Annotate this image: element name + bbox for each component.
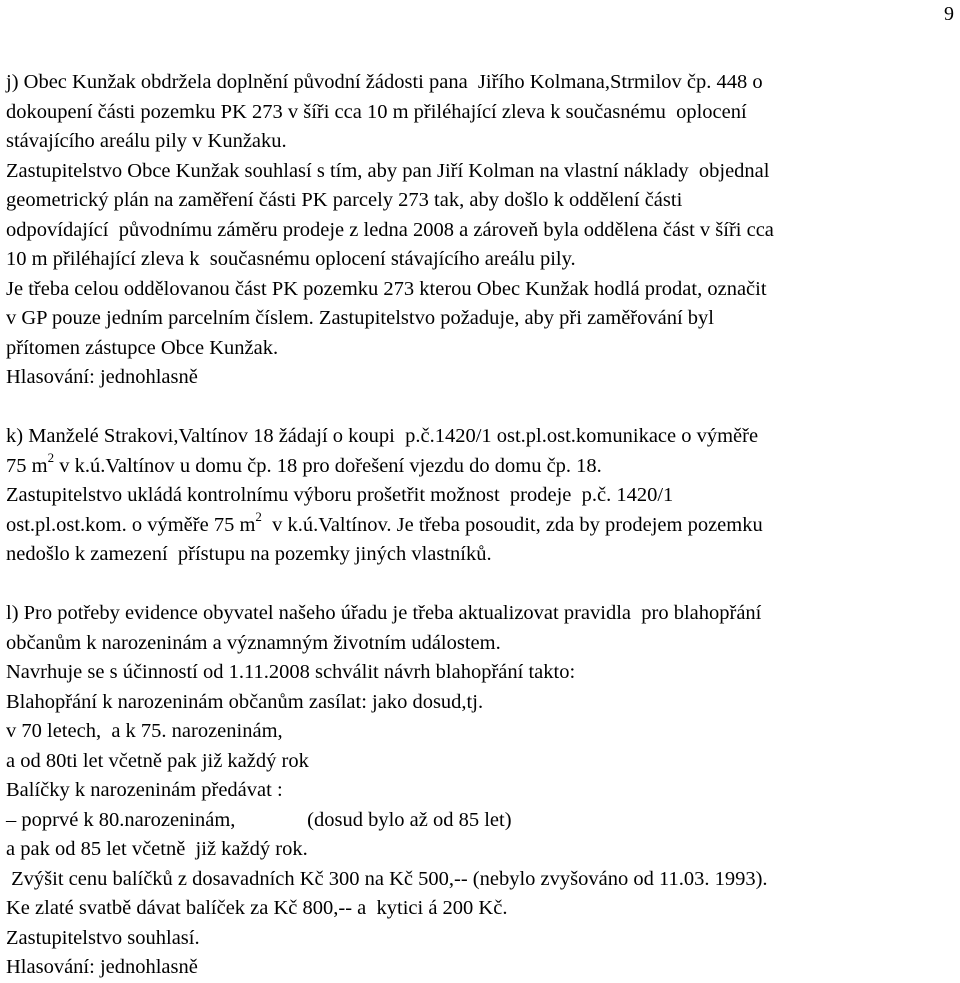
section-k-line xyxy=(6,449,956,482)
section-l-line: Navrhuje se s účinností od 1.11.2008 schválit návrh blahopřání takto: xyxy=(6,661,576,683)
section-j-line: dokoupení části pozemku PK 273 v šíři cca 10 m přiléhající zleva k současnému oplocení xyxy=(6,100,747,123)
section-l-line: l) Pro potřeby evidence obyvatel našeho úřadu je třeba aktualizovat pravidla pro blahopřání xyxy=(6,602,762,624)
section-j-line: stávajícího areálu pily v Kunžaku. xyxy=(6,130,287,152)
section-j-line: Zastupitelstvo Obce Kunžak souhlasí s tím, aby pan Jiří Kolman na vlastní náklady objednal xyxy=(6,159,770,182)
section-l-line: Balíčky k narozeninám předávat : xyxy=(6,779,283,801)
superscript: 2 xyxy=(47,449,55,465)
section-l-voting: Hlasování: jednohlasně xyxy=(6,956,198,978)
section-k-text: ost.pl.ost.kom. o výměře 75 m xyxy=(6,513,256,536)
section-l-line: v 70 letech, a k 75. narozeninám, xyxy=(6,720,283,742)
area-value: 75 m xyxy=(6,454,48,477)
section-j-line: j) Obec Kunžak obdržela doplnění původní žádosti pana Jiřího Kolmana,Strmilov čp. 448 o xyxy=(6,71,763,93)
section-j-line: přítomen zástupce Obce Kunžak. xyxy=(6,336,279,359)
section-l-line: občanům k narozeninám a významným životním událostem. xyxy=(6,631,501,654)
superscript: 2 xyxy=(255,508,262,524)
spacer xyxy=(6,570,956,600)
section-l xyxy=(6,599,956,983)
section-j-voting: Hlasování: jednohlasně xyxy=(6,366,198,388)
section-l-line: – poprvé k 80.narozeninám, (dosud bylo až od 85 let) xyxy=(6,808,512,831)
section-k-line: Zastupitelstvo ukládá kontrolnímu výboru prošetřit možnost prodeje p.č. 1420/1 xyxy=(6,484,674,506)
section-k-line: nedošlo k zamezení přístupu na pozemky jiných vlastníků. xyxy=(6,543,492,565)
section-k-text: v k.ú.Valtínov. Je třeba posoudit, zda by prodejem pozemku xyxy=(261,513,763,536)
section-l-line: Zastupitelstvo souhlasí. xyxy=(6,926,200,949)
page-number: 9 xyxy=(944,3,954,25)
section-l-line: Blahopřání k narozeninám občanům zasílat: jako dosud,tj. xyxy=(6,690,484,713)
spacer xyxy=(6,393,956,423)
section-j-line: 10 m přiléhající zleva k současnému oplocení stávajícího areálu pily. xyxy=(6,248,576,270)
section-j xyxy=(6,68,956,393)
document-body xyxy=(6,68,956,983)
section-l-line: Ke zlaté svatbě dávat balíček za Kč 800,-- a kytici á 200 Kč. xyxy=(6,897,508,919)
section-k-line xyxy=(6,508,956,541)
section-j-line: odpovídající původnímu záměru prodeje z ledna 2008 a zároveň byla oddělena část v šíři cca xyxy=(6,218,774,241)
section-j-line: Je třeba celou oddělovanou část PK pozemku 273 kterou Obec Kunžak hodlá prodat, označit xyxy=(6,277,767,300)
section-k-line: k) Manželé Strakovi,Valtínov 18 žádají o koupi p.č.1420/1 ost.pl.ost.komunikace o výměře xyxy=(6,425,759,447)
section-j-line: v GP pouze jedním parcelním číslem. Zastupitelstvo požaduje, aby při zaměřování byl xyxy=(6,307,715,329)
section-j-line: geometrický plán na zaměření části PK parcely 273 tak, aby došlo k oddělení části xyxy=(6,189,683,211)
section-k xyxy=(6,422,956,570)
section-k-text: v k.ú.Valtínov u domu čp. 18 pro dořešení vjezdu do domu čp. 18. xyxy=(54,454,602,477)
section-l-line: Zvýšit cenu balíčků z dosavadních Kč 300 na Kč 500,-- (nebylo zvyšováno od 11.03. 1993). xyxy=(6,867,768,890)
section-l-line: a pak od 85 let včetně již každý rok. xyxy=(6,838,308,860)
section-l-line: a od 80ti let včetně pak již každý rok xyxy=(6,749,309,772)
